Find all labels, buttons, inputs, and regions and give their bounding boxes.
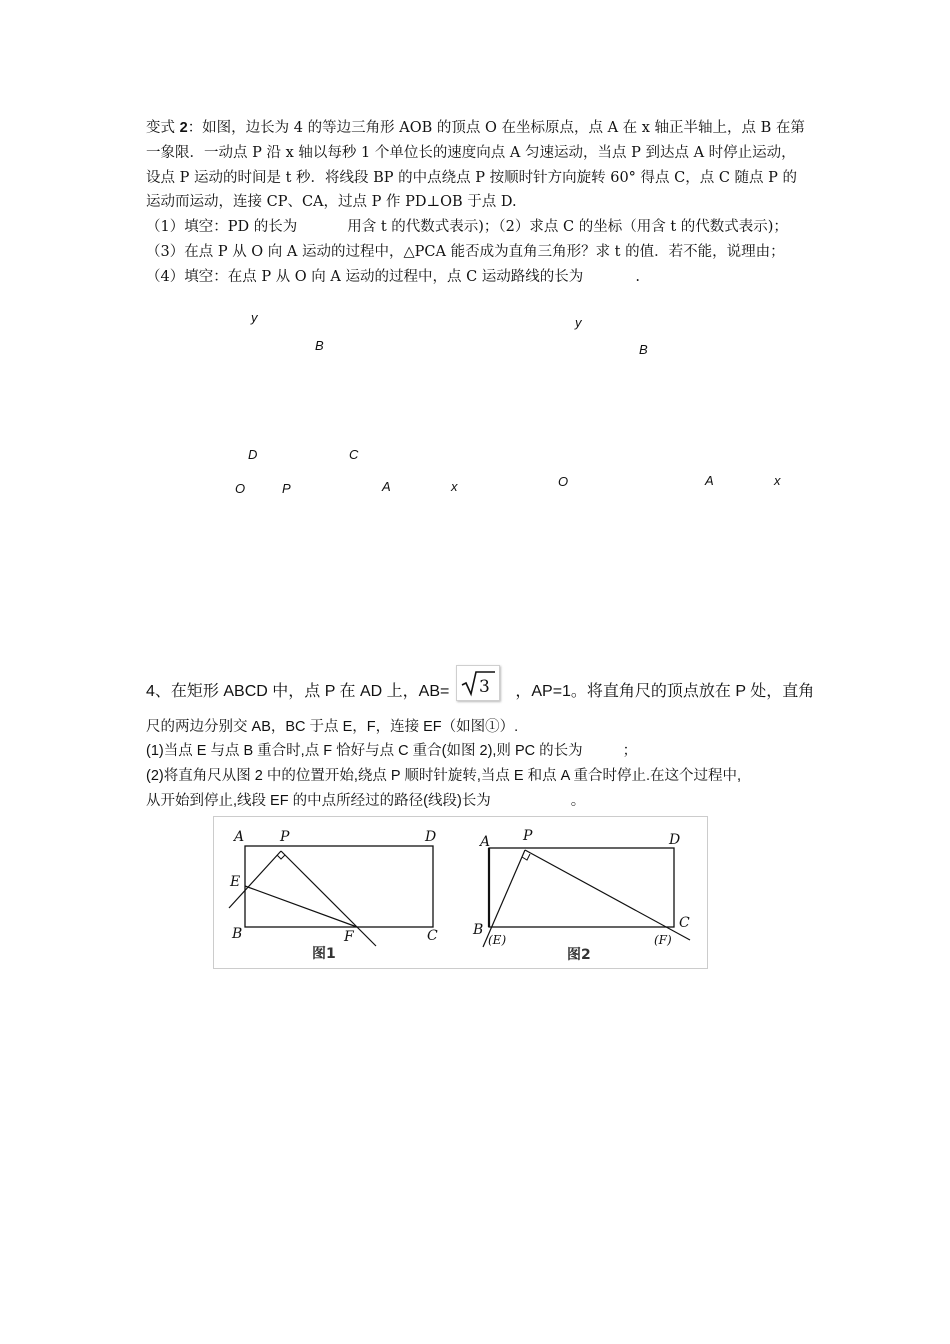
- fr-label-x: x: [774, 473, 781, 488]
- fl-label-P: P: [282, 481, 291, 496]
- fig2-label-E: (E): [488, 933, 507, 947]
- p2-line1-a: 、在矩形 ABCD 中，点 P 在 AD 上，AB=: [154, 683, 450, 700]
- p1-q1: [146, 215, 788, 240]
- fl-label-B: B: [315, 338, 324, 353]
- p1-q1-a: （1）填空：PD 的长为: [146, 219, 298, 235]
- fig2-rectangle: [489, 848, 674, 927]
- fig1-label-F: F: [344, 929, 354, 945]
- p2-number: 4: [146, 683, 155, 700]
- fig2-label-D: D: [669, 832, 681, 848]
- p1-line2: 一象限．一动点 P 沿 x 轴以每秒 1 个单位长的速度向点 A 匀速运动，当点 P 到达点 A 时停止运动，: [146, 145, 796, 161]
- p2-line2: 尺的两边分别交 AB，BC 于点 E，F，连接 EF（如图①）.: [146, 719, 519, 735]
- fl-label-x: x: [451, 479, 458, 494]
- p2-line3: [146, 739, 637, 763]
- fig2-label-C: C: [679, 915, 690, 931]
- p2-line5-b: 。: [570, 793, 586, 809]
- fr-label-B: B: [639, 342, 648, 357]
- fr-label-O: O: [558, 474, 569, 489]
- geometry-figures-svg: [214, 817, 707, 968]
- p1-number: 2: [179, 120, 188, 136]
- p1-line1-text: ：如图，边长为 4 的等边三角形 AOB 的顶点 O 在坐标原点，点 A 在 x 轴正半轴上，点 B 在第: [187, 120, 805, 136]
- p2-line1-b: ，AP=1。将直角尺的顶点放在 P 处，直角: [515, 683, 815, 700]
- fl-label-y: y: [251, 310, 258, 325]
- p1-q3: （3）在点 P 从 O 向 A 运动的过程中，△PCA 能否成为直角三角形？求 t 的值．若不能，说理由；: [146, 244, 785, 260]
- p1-line1: [146, 116, 805, 141]
- figure-2: [472, 828, 690, 963]
- fig1-label-P: P: [280, 829, 290, 845]
- p1-line3: 设点 P 运动的时间是 t 秒．将线段 BP 的中点绕点 P 按顺时针方向旋转 60° 得点 C，点 C 随点 P 的: [146, 170, 798, 186]
- p1-label: 变式: [146, 120, 175, 136]
- p2-line5-a: 从开始到停止,线段 EF 的中点所经过的路径(线段)长为: [146, 793, 491, 809]
- fig2-label-F: (F): [654, 933, 672, 947]
- fig1-label-B: B: [232, 926, 243, 942]
- fig2-caption: 图2: [567, 947, 591, 963]
- fl-label-D: D: [248, 447, 258, 462]
- fig1-label-E: E: [230, 874, 241, 890]
- fig1-label-C: C: [427, 928, 438, 944]
- fig2-label-B: B: [473, 922, 484, 938]
- fig1-rectangle: [245, 846, 433, 927]
- p1-q4-a: （4）填空：在点 P 从 O 向 A 运动的过程中，点 C 运动路线的长为: [146, 269, 584, 285]
- sqrt-3-image: [456, 665, 500, 701]
- fr-label-y: y: [575, 315, 582, 330]
- fig1-label-A: A: [234, 829, 245, 845]
- p2-line4: (2)将直角尺从图 2 中的位置开始,绕点 P 顺时针旋转,当点 E 和点 A 重合时停止.在这个过程中,: [146, 768, 742, 784]
- fig2-label-P: P: [523, 828, 533, 844]
- fl-label-O: O: [235, 481, 246, 496]
- fr-label-A: A: [705, 473, 714, 488]
- geometry-figures: [213, 816, 708, 969]
- p1-q4: [146, 265, 640, 290]
- p2-line3-b: ；: [622, 743, 638, 759]
- fig1-line-pf: [281, 851, 376, 946]
- fig1-label-D: D: [425, 829, 437, 845]
- p1-line4: 运动而运动，连接 CP、CA，过点 P 作 PD⊥OB 于点 D.: [146, 194, 517, 210]
- figure-1: [229, 829, 438, 962]
- fig2-label-A: A: [480, 834, 491, 850]
- fig1-line-ef: [245, 886, 357, 927]
- fl-label-A: A: [382, 479, 391, 494]
- p1-q1-b: 用含 t 的代数式表示)；（2）求点 C 的坐标（用含 t 的代数式表示)；: [347, 219, 788, 235]
- sqrt-symbol-icon: [457, 666, 499, 700]
- fig1-caption: 图1: [312, 946, 336, 962]
- fig1-right-angle-mark: [277, 855, 285, 859]
- p1-q4-b: .: [635, 269, 640, 285]
- fl-label-C: C: [349, 447, 359, 462]
- p2-line5: [146, 789, 585, 813]
- p2-line3-a: (1)当点 E 与点 B 重合时,点 F 恰好与点 C 重合(如图 2),则 PC 的长为: [146, 743, 583, 759]
- sqrt-value: 3: [479, 677, 490, 697]
